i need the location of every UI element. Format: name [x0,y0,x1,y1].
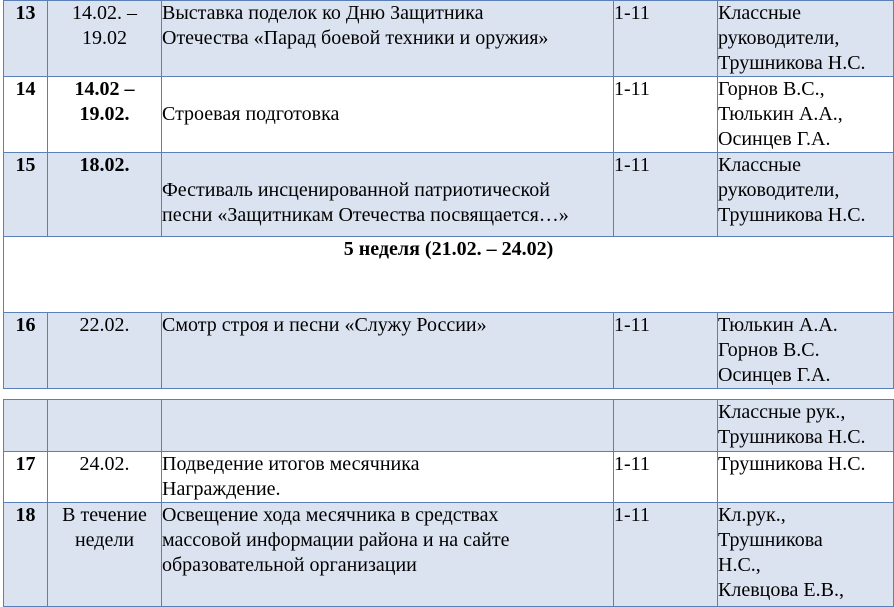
event-cell [162,153,614,237]
responsible-line: Трушникова [718,529,823,551]
grade-cell: 1-11 [614,313,718,389]
responsible-line: Клевцова Е.В., [718,579,844,601]
row-number: 14 [4,77,48,153]
row-number: 13 [4,1,48,77]
table-row-13 [4,1,894,77]
responsible-line: Трушникова Н.С. [718,426,866,448]
grade-cell: 1-11 [614,452,718,503]
responsible-line: Трушникова Н.С. [718,52,866,74]
responsible-line: Классные рук., [718,401,846,423]
event-cell [162,1,614,77]
responsible-line: Кл.рук., [718,504,786,526]
event-line: Отечества «Парад боевой техники и оружия» [162,27,549,49]
event-line: Фестиваль инсценированной патриотической [162,179,550,201]
responsible-line: Классные [718,154,801,176]
event-line: Смотр строя и песни «Служу России» [162,314,487,336]
responsible-line: Горнов В.С. [718,339,820,361]
responsible-cell [718,153,894,237]
responsible-line: руководители, [718,179,840,201]
date-cell [48,313,162,389]
date-line: 22.02. [79,314,130,336]
date-line: 14.02. – [72,2,137,24]
date-line: В течение [62,504,147,526]
table-row-17 [4,452,894,503]
row-number: 16 [4,313,48,389]
event-line: Подведение итогов месячника [162,453,420,475]
event-cell [162,503,614,607]
responsible-line: Н.С., [718,554,761,576]
responsible-cell [718,503,894,607]
schedule-table-top [3,0,894,389]
event-line: Строевая подготовка [162,103,340,125]
date-line: 14.02 – [74,78,135,100]
table-row-18 [4,503,894,607]
event-line: образовательной организации [162,554,417,576]
responsible-cell [718,1,894,77]
event-cell [162,452,614,503]
row-number [4,400,48,452]
event-line: Награждение. [162,478,281,500]
responsible-line: Трушникова Н.С. [718,204,866,226]
date-line: 24.02. [79,453,130,475]
date-line: 18.02. [79,154,130,176]
event-cell [162,313,614,389]
table-row-14 [4,77,894,153]
responsible-line: Трушникова Н.С. [718,453,866,475]
responsible-cell [718,400,894,452]
date-line: 19.02. [79,103,130,125]
responsible-line: руководители, [718,27,840,49]
event-line: песни «Защитникам Отечества посвящается…» [162,204,569,226]
event-line: Выставка поделок ко Дню Защитника [162,2,484,24]
event-cell [162,77,614,153]
week-header-row [4,237,894,313]
event-line [162,153,613,178]
responsible-line: Тюлькин А.А., [718,103,843,125]
event-line: массовой информации района и на сайте [162,529,510,551]
responsible-line: Осинцев Г.А. [718,364,831,386]
date-cell [48,1,162,77]
date-cell [48,77,162,153]
row-number: 18 [4,503,48,607]
grade-cell: 1-11 [614,77,718,153]
row-number: 17 [4,452,48,503]
event-line: Освещение хода месячника в средствах [162,504,499,526]
table-row-16 [4,313,894,389]
schedule-table-bottom [3,399,894,607]
table-row-continued [4,400,894,452]
responsible-cell [718,313,894,389]
responsible-line: Осинцев Г.А. [718,128,831,150]
date-cell [48,400,162,452]
table-row-15 [4,153,894,237]
grade-cell: 1-11 [614,1,718,77]
grade-cell [614,400,718,452]
date-line: 19.02 [82,27,127,49]
row-number: 15 [4,153,48,237]
date-cell [48,452,162,503]
grade-cell: 1-11 [614,503,718,607]
responsible-cell [718,77,894,153]
responsible-line: Тюлькин А.А. [718,314,838,336]
responsible-cell [718,452,894,503]
week-header: 5 неделя (21.02. – 24.02) [4,237,894,313]
responsible-line: Горнов В.С., [718,78,825,100]
date-cell [48,503,162,607]
responsible-line: Классные [718,2,801,24]
event-line [162,77,613,102]
date-line: недели [74,529,135,551]
grade-cell: 1-11 [614,153,718,237]
date-cell [48,153,162,237]
event-cell [162,400,614,452]
